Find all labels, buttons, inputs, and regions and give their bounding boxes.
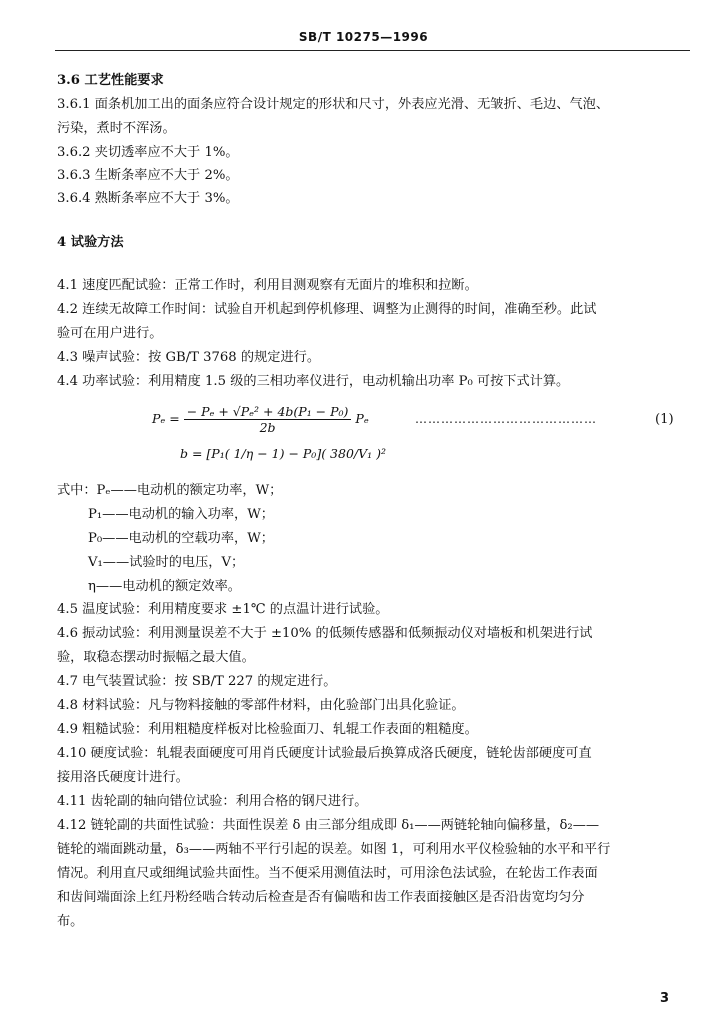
clause-4-12: 4.12 链轮副的共面性试验：共面性误差 δ 由三部分组成即 δ₁——两链轮轴向偏移量，δ₂——	[57, 818, 600, 833]
clause-4-12-cont-1: 链轮的端面跳动量，δ₃——两轴不平行引起的误差。如图 1，可利用水平仪检验轴的水平和平行	[57, 842, 611, 857]
formula-1	[152, 404, 369, 435]
clause-3-6-1: 3.6.1 面条机加工出的面条应符合设计规定的形状和尺寸，外表应光滑、无皱折、毛边、气泡、	[57, 97, 610, 112]
clause-3-6-2: 3.6.2 夹切透率应不大于 1%。	[57, 145, 239, 160]
clause-4-12-cont-2: 情况。利用直尺或细绳试验共面性。当不便采用测值法时，可用涂色法试验，在轮齿工作表面	[57, 866, 598, 881]
clause-4-4: 4.4 功率试验：利用精度 1.5 级的三相功率仪进行，电动机输出功率 P₀ 可按下式计算。	[57, 374, 570, 389]
clause-4-6-cont: 验，取稳态摆动时振幅之最大值。	[57, 650, 255, 665]
clause-3-6-1-cont: 污染，煮时不浑汤。	[57, 121, 176, 136]
clause-4-12-cont-4: 布。	[57, 914, 84, 929]
var-pe: 式中：Pₑ——电动机的额定功率，W；	[57, 483, 283, 498]
header-rule	[55, 50, 690, 51]
clause-4-2: 4.2 连续无故障工作时间：试验自开机起到停机修理、调整为止测得的时间，准确至秒。此试	[57, 302, 597, 317]
formula-b: b = [P₁( 1/η − 1) − P₀]( 380/V₁ )²	[180, 446, 387, 461]
clause-4-8: 4.8 材料试验：凡与物料接触的零部件材料，由化验部门出具化验证。	[57, 698, 465, 713]
section-3-6: 3.6 工艺性能要求	[57, 73, 164, 88]
clause-4-3: 4.3 噪声试验：按 GB/T 3768 的规定进行。	[57, 350, 321, 365]
formula-tail: Pₑ	[355, 411, 369, 426]
clause-4-5: 4.5 温度试验：利用精度要求 ±1℃ 的点温计进行试验。	[57, 602, 389, 617]
clause-3-6-3: 3.6.3 生断条率应不大于 2%。	[57, 168, 239, 183]
clause-4-9: 4.9 粗糙试验：利用粗糙度样板对比检验面刀、轧辊工作表面的粗糙度。	[57, 722, 478, 737]
clause-4-12-cont-3: 和齿间端面涂上红丹粉经啮合转动后检查是否有偏啮和齿工作表面接触区是否沿齿宽均匀分	[57, 890, 585, 905]
clause-4-1: 4.1 速度匹配试验：正常工作时，利用目测观察有无面片的堆积和拉断。	[57, 278, 478, 293]
var-v1: V₁——试验时的电压，V；	[88, 555, 245, 570]
var-p1: P₁——电动机的输入功率，W；	[88, 507, 274, 522]
clause-4-10: 4.10 硬度试验：轧辊表面硬度可用肖氏硬度计试验最后换算成洛氏硬度，链轮齿部硬度可直	[57, 746, 592, 761]
formula-number: (1)	[655, 412, 674, 427]
var-eta: η——电动机的额定效率。	[88, 579, 241, 594]
formula-numerator: − Pₑ + √Pₑ² + 4b(P₁ − P₀)	[184, 404, 352, 420]
clause-4-7: 4.7 电气装置试验：按 SB/T 227 的规定进行。	[57, 674, 337, 689]
clause-4-6: 4.6 振动试验：利用测量误差不大于 ±10% 的低频传感器和低频振动仪对墙板和机架进行试	[57, 626, 593, 641]
page-header: SB/T 10275—1996	[298, 30, 429, 44]
clause-4-10-cont: 接用洛氏硬度计进行。	[57, 770, 189, 785]
clause-4-2-cont: 验可在用户进行。	[57, 326, 163, 341]
section-4-title: 4 试验方法	[57, 235, 124, 250]
clause-4-11: 4.11 齿轮副的轴向错位试验：利用合格的钢尺进行。	[57, 794, 368, 809]
clause-3-6-4: 3.6.4 熟断条率应不大于 3%。	[57, 191, 239, 206]
formula-leader-dots: ……………………………………	[415, 412, 597, 426]
formula-fraction	[184, 404, 352, 435]
page-number: 3	[659, 991, 669, 1006]
formula-lhs: Pₑ =	[152, 411, 180, 426]
var-p0: P₀——电动机的空载功率，W；	[88, 531, 274, 546]
formula-denominator: 2b	[259, 420, 276, 435]
